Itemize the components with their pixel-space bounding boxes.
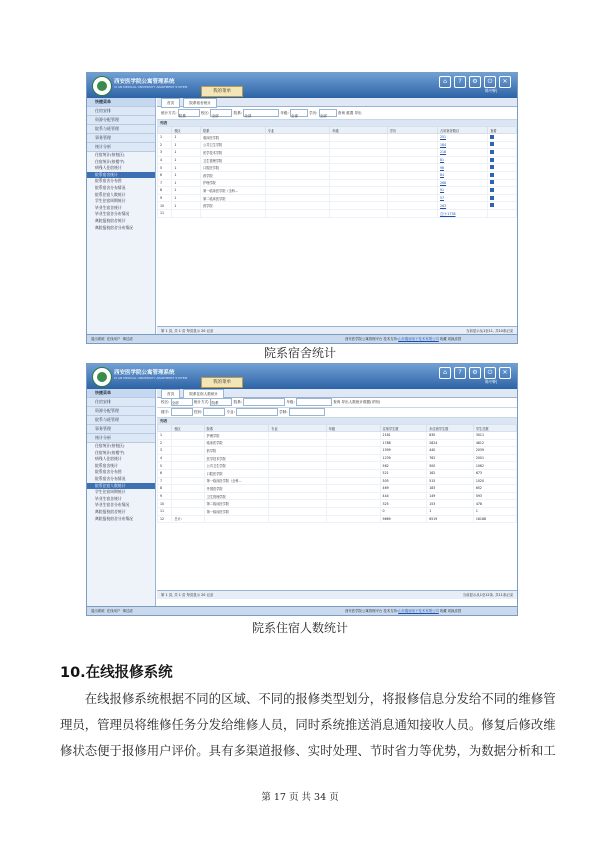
sidebar-section[interactable]: 院系与班管理 (87, 416, 155, 425)
sidebar-section[interactable]: 资源分配管理 (87, 407, 155, 416)
logout-button[interactable]: 退出系统 (91, 609, 105, 613)
row-number-header (158, 425, 172, 432)
per-page-label: 每页显示 (186, 329, 200, 333)
sidebar-item[interactable]: 院系宿舍分布图 (95, 469, 122, 475)
favorite-button[interactable]: 收藏 (439, 609, 447, 613)
app-header (87, 364, 517, 389)
table-header-row (158, 425, 517, 432)
status-bar (87, 334, 517, 343)
sidebar-item[interactable]: 院系宿舍统计 (95, 462, 118, 468)
online-users-button[interactable]: 在线用户 (106, 609, 121, 613)
gender-select[interactable] (203, 408, 225, 416)
table-caption: 列表 (157, 120, 517, 126)
tab-bar (157, 98, 517, 107)
count-link[interactable]: 91 (437, 187, 487, 195)
help-icon[interactable]: ? (454, 367, 466, 379)
main-panel (157, 389, 517, 607)
view-icon[interactable] (490, 203, 494, 207)
column-header: 学历 (387, 127, 437, 134)
view-icon[interactable] (490, 188, 494, 192)
logout-button[interactable]: 退出系统 (91, 337, 105, 341)
sidebar-item[interactable]: 院系宿舍分布情况 (95, 475, 126, 481)
lock-icon[interactable]: ⌂ (439, 76, 451, 88)
paragraph-line: 在线报修系统根据不同的区域、不同的报修类型划分，将报修信息分发给不同的维修管 (60, 691, 556, 706)
column-header: 住宿学生数 (380, 425, 427, 432)
sidebar-section[interactable]: 住宿安排 (87, 107, 155, 116)
status-center: 西安医学院公寓管理平台 技术支持:山东鑫迪电子技术有限公司 收藏 切换皮肤 (345, 609, 462, 613)
table-row: 9 卫生管理学院 444 149 593 (158, 492, 517, 500)
app-subtitle: XI AN MEDICAL UNIVERSITY APARTMENT SYSTEM (114, 85, 188, 89)
records-label: 记录 (206, 329, 214, 333)
section-heading: 10.在线报修系统 (60, 665, 173, 681)
column-header: 专业 (269, 425, 326, 432)
sidebar-item[interactable]: 住宿统计(按楼宇) (95, 449, 125, 455)
table-row: 1 1 临床医学院 251 (158, 134, 517, 142)
school-logo-icon (92, 367, 112, 387)
sidebar-header: 快捷菜单 (87, 98, 155, 107)
sidebar-item[interactable]: 院系宿舍分布图 (95, 178, 122, 184)
filter-label: 年级: (280, 111, 289, 115)
page-total: 页, 共 1 页 (168, 329, 186, 333)
paragraph-line: 修状态便于报修用户评价。具有多渠道报修、实时处理、节时省力等优势，为数据分析和工 (60, 743, 556, 758)
table-row: 2 1 公共卫生学院 184 (158, 141, 517, 149)
table-row: 10 第二临床医学院 325 153 478 (158, 500, 517, 508)
row-number-header (158, 127, 172, 134)
sidebar-item[interactable]: 院系宿舍分布情况 (95, 184, 126, 190)
sidebar-item[interactable]: 病残人住宿统计 (95, 456, 122, 462)
view-icon[interactable] (490, 150, 494, 154)
sidebar-section[interactable]: 事务管理 (87, 134, 155, 143)
filter-label: 统计方式: (193, 400, 210, 404)
campus-select[interactable]: 全部 (210, 109, 232, 117)
sidebar-item[interactable]: 学生住宿周期统计 (95, 489, 126, 495)
close-icon[interactable]: ✕ (499, 367, 511, 379)
sidebar-item[interactable]: 病残人住宿统计 (95, 165, 122, 171)
table-total-row: 11 总计:1738 (158, 209, 517, 217)
filter-label: 专业: (226, 410, 235, 414)
view-icon[interactable] (490, 180, 494, 184)
dorm-stats-table (157, 126, 517, 218)
sidebar-item-active[interactable]: 院系宿舍统计 (87, 172, 155, 179)
count-link[interactable]: 81 (437, 156, 487, 164)
table-row: 2 临床医学院 1788 2824 4612 (158, 439, 517, 447)
query-button[interactable]: 查询 (337, 111, 345, 115)
pager-prefix: 第 (161, 593, 165, 597)
sidebar-item[interactable]: 离院报校宿舍统计 (95, 217, 126, 223)
figure-caption-1: 院系宿舍统计 (263, 346, 336, 360)
filter-label: 性别: (193, 410, 203, 414)
records-label: 记录 (206, 593, 214, 597)
export-detail-button[interactable]: 导出人数统计数据(详细) (341, 400, 381, 404)
table-row: 4 医学技术学院 1239 762 2001 (158, 454, 517, 462)
table-row: 6 口腔医学院 521 162 673 (158, 469, 517, 477)
sidebar (87, 389, 156, 607)
table-row: 10 1 药学院 263 (158, 202, 517, 210)
sidebar-item-active[interactable]: 院系住宿人数统计 (87, 483, 155, 490)
tab-dept-dorm-stats[interactable]: 院系宿舍统计 (183, 98, 217, 108)
count-link[interactable]: 263 (437, 202, 487, 210)
app-title: 西安医学院公寓管理系统 (114, 79, 175, 85)
settings-icon[interactable]: ⚙ (469, 367, 481, 379)
year-select[interactable] (296, 398, 332, 406)
body-paragraph (60, 686, 556, 764)
column-header: 学生总数 (473, 425, 516, 432)
view-icon[interactable] (490, 158, 494, 162)
filter-bar (157, 107, 517, 120)
filter-label: 院系: (233, 400, 243, 404)
residents-stats-table (157, 424, 517, 523)
table-row: 5 公共卫生学院 562 500 1062 (158, 462, 517, 470)
filter-bar-2 (157, 408, 517, 418)
filter-label: 学制: (279, 410, 288, 414)
online-users-button[interactable]: 在线用户 (106, 337, 121, 341)
sidebar-item[interactable]: 离院报校宿舍统计 (95, 508, 126, 514)
filter-label: 院系: (233, 111, 243, 115)
window-controls (439, 76, 511, 88)
filter-label: 校区: (200, 111, 210, 115)
view-icon[interactable] (490, 135, 494, 139)
column-header: 院系 (204, 425, 269, 432)
sidebar-item[interactable]: 学生住宿周期统计 (95, 198, 126, 204)
tab-home[interactable]: 首页 (161, 389, 180, 399)
pager (157, 590, 517, 599)
settings-icon[interactable]: ⚙ (469, 76, 481, 88)
export-button[interactable]: 导出 (354, 111, 362, 115)
user-name: 陈中帆 (485, 379, 497, 384)
column-header: 院系 (201, 127, 266, 134)
skin-button[interactable]: 切换皮肤 (447, 609, 462, 613)
filter-button[interactable]: 事过滤 (122, 337, 133, 341)
table-row: 3 1 医学技术学院 218 (158, 149, 517, 157)
filter-label: 统计方式: (161, 111, 177, 115)
grade-select[interactable]: 全部 (290, 109, 308, 117)
table-row: 6 1 药学院 84 (158, 171, 517, 179)
tab-dept-residents-stats[interactable]: 院系住宿人数统计 (183, 389, 224, 399)
sidebar-item[interactable]: 毕业生宿舍分布情况 (95, 502, 130, 508)
my-menu-button[interactable]: 我的菜单 (201, 86, 243, 97)
study-select[interactable] (289, 408, 325, 416)
favorite-button[interactable]: 收藏 (439, 337, 447, 341)
table-header-row (158, 127, 517, 134)
column-header: 专业 (265, 127, 330, 134)
my-menu-button[interactable]: 我的菜单 (201, 377, 243, 388)
app-header (87, 73, 517, 98)
tab-bar (157, 389, 517, 398)
screenshot-dept-dorm-stats (86, 72, 518, 344)
help-icon[interactable]: ? (454, 76, 466, 88)
sidebar-item[interactable]: 住宿统计(按校区) (95, 443, 125, 448)
sidebar-section[interactable]: 院系与班管理 (87, 125, 155, 134)
view-icon[interactable] (490, 142, 494, 146)
power-icon[interactable]: ⏻ (484, 76, 496, 88)
power-icon[interactable]: ⏻ (484, 367, 496, 379)
table-row: 7 第一临床医学院（全科... 505 515 1020 (158, 477, 517, 485)
page-total: 页, 共 1 页 (168, 593, 186, 597)
table-caption: 列表 (157, 418, 517, 424)
view-icon[interactable] (490, 165, 494, 169)
dept-select[interactable] (243, 398, 285, 406)
stat-mode-select[interactable]: 院系 (178, 109, 200, 117)
table-row: 4 1 卫生管理学院 81 (158, 156, 517, 164)
count-link[interactable]: 184 (437, 141, 487, 149)
dept-select[interactable]: 全部 (243, 109, 279, 117)
per-page-select[interactable]: 20 (201, 329, 206, 333)
table-row: 8 外国语学院 469 183 652 (158, 485, 517, 493)
screenshot-dept-residents-stats (86, 363, 518, 616)
sidebar-section[interactable]: 住宿安排 (87, 398, 155, 407)
total-link[interactable]: 总计:1738 (437, 209, 487, 217)
skin-button[interactable]: 切换皮肤 (447, 337, 462, 341)
count-link[interactable]: 57 (437, 194, 487, 202)
filter-label: 楼宇: (161, 410, 170, 414)
level-select[interactable]: 全部 (319, 109, 337, 117)
figure-caption-2: 院系住宿人数统计 (251, 621, 348, 635)
count-link[interactable]: 218 (437, 149, 487, 157)
sidebar-item[interactable]: 住宿统计(按楼宇) (95, 158, 125, 164)
status-center: 西安医学院公寓管理平台 技术支持:山东鑫迪电子技术有限公司 收藏 切换皮肤 (345, 337, 462, 341)
table-row: 8 1 第一临床医学院（全科... 91 (158, 187, 517, 195)
page-input[interactable]: 1 (165, 593, 168, 597)
filter-label: 年级: (286, 400, 295, 404)
app-title: 西安医学院公寓管理系统 (114, 370, 175, 376)
table-row: 11 第一临床医学院 0 1 1 (158, 507, 517, 515)
count-link[interactable]: 251 (437, 134, 487, 142)
count-link[interactable]: 268 (437, 179, 487, 187)
page-footer: 第 17 页 共 34 页 (261, 792, 339, 803)
sidebar-section[interactable]: 统计分析 (87, 434, 155, 443)
record-range: 当前显示从1至12条, 共11条记录 (462, 593, 513, 597)
close-icon[interactable]: ✕ (499, 76, 511, 88)
filter-label: 学历: (309, 111, 318, 115)
record-range: 当前显示从1至11, 共10条记录 (466, 329, 513, 333)
table-total-row: 12 总计: 9669 6519 16188 (158, 515, 517, 523)
paragraph-line: 理员，管理员将维修任务分发给维修人员，同时系统推送消息通知接收人员。修复后修改维 (60, 717, 556, 732)
lock-icon[interactable]: ⌂ (439, 367, 451, 379)
column-header: 校区 (172, 425, 204, 432)
sidebar-item[interactable]: 院系住宿人数统计 (95, 191, 126, 197)
major-select[interactable] (236, 408, 278, 416)
table-row: 9 1 第二临床医学院 57 (158, 194, 517, 202)
column-header: 占用宿舍数目 (437, 127, 487, 134)
column-header: 未住宿学生数 (427, 425, 474, 432)
sidebar-item[interactable]: 毕业生宿舍统计 (95, 495, 122, 501)
table-row: 3 药学院 1599 440 2039 (158, 447, 517, 455)
status-bar (87, 606, 517, 615)
table-row: 7 1 护理学院 268 (158, 179, 517, 187)
sidebar-item[interactable]: 离院报校宿舍分布情况 (95, 515, 133, 521)
sidebar-item[interactable]: 毕业生宿舍统计 (95, 204, 122, 210)
per-page-select[interactable]: 20 (201, 593, 206, 597)
window-controls (439, 367, 511, 379)
table-row: 5 1 口腔医学院 96 (158, 164, 517, 172)
app-subtitle: XI AN MEDICAL UNIVERSITY APARTMENT SYSTEM (114, 376, 188, 380)
count-link[interactable]: 96 (437, 164, 487, 172)
sidebar-section[interactable]: 事务管理 (87, 425, 155, 434)
filter-button[interactable]: 事过滤 (122, 609, 133, 613)
pager-prefix: 第 (161, 329, 165, 333)
user-name: 陈中帆 (485, 88, 497, 93)
filter-bar (157, 398, 517, 408)
sidebar-header: 快捷菜单 (87, 389, 155, 398)
sidebar-item[interactable]: 住宿统计(按校区) (95, 152, 125, 157)
sidebar-item[interactable]: 离院报校宿舍分布情况 (95, 224, 133, 230)
view-icon[interactable] (490, 173, 494, 177)
query-button[interactable]: 查询 (333, 400, 341, 404)
column-header: 校区 (172, 127, 201, 134)
filter-label: 校区: (161, 400, 170, 404)
sidebar-item[interactable]: 毕业生宿舍分布情况 (95, 211, 130, 217)
column-header: 查看 (488, 127, 517, 134)
sidebar (87, 98, 156, 335)
school-logo-icon (92, 76, 112, 96)
stat-mode-select[interactable]: 院系 (210, 398, 232, 406)
view-icon[interactable] (490, 196, 494, 200)
tab-home[interactable]: 首页 (161, 98, 180, 108)
campus-select[interactable]: 全部 (171, 398, 193, 406)
count-link[interactable]: 84 (437, 171, 487, 179)
column-header: 年级 (326, 425, 380, 432)
building-select[interactable] (171, 408, 193, 416)
per-page-label: 每页显示 (186, 593, 200, 597)
page-input[interactable]: 1 (165, 329, 168, 333)
sidebar-section[interactable]: 资源分配管理 (87, 116, 155, 125)
main-panel (157, 98, 517, 335)
reset-button[interactable]: 重置 (346, 111, 354, 115)
column-header: 年级 (330, 127, 387, 134)
sidebar-section[interactable]: 统计分析 (87, 143, 155, 152)
table-row: 1 护理学院 2181 830 3011 (158, 432, 517, 440)
